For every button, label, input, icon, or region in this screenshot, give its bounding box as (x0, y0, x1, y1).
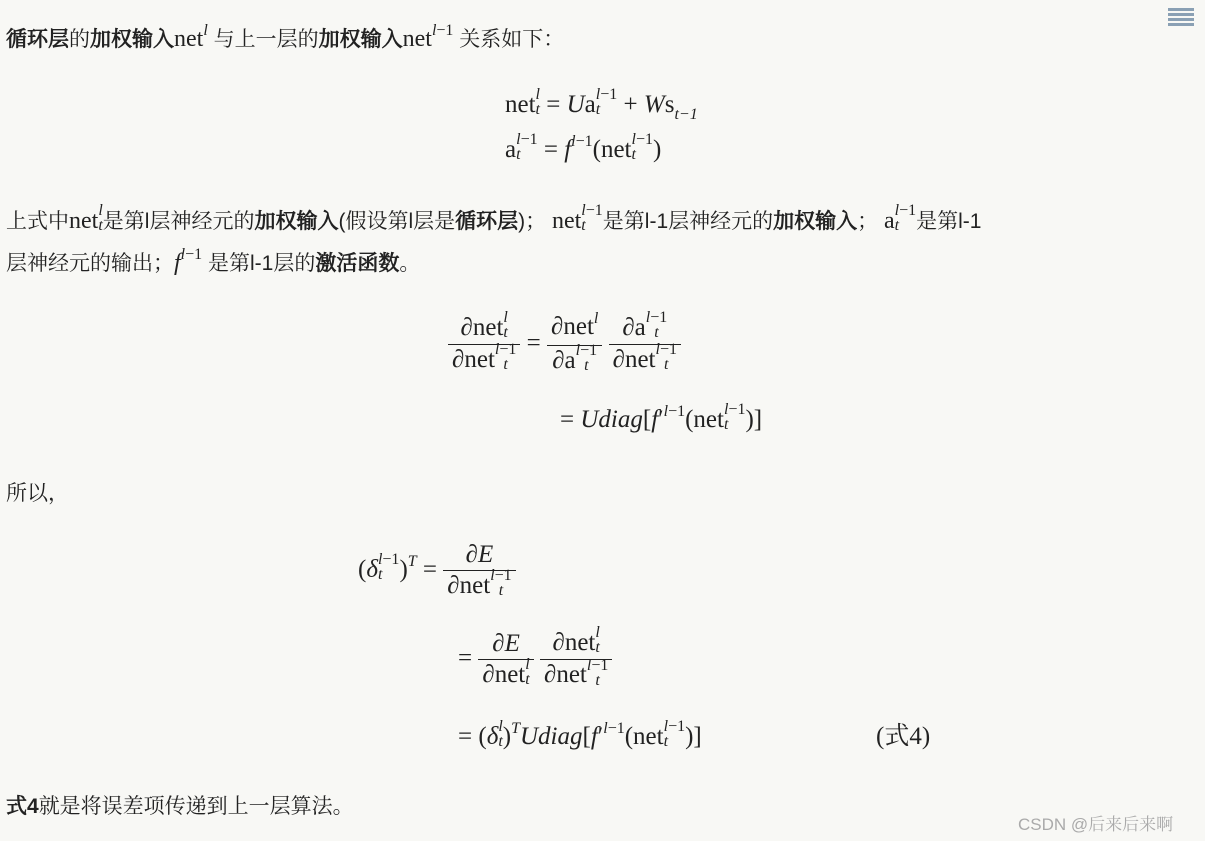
bold-term: 循环层 (6, 28, 69, 51)
equation-tag: (式4) (876, 723, 931, 750)
paragraph-explain: 上式中net l t 是第l层神经元的加权输入(假设第l层是循环层)； net l−1 t 是第l-1层神经元的加权输入； a l−1 t 是第l-1 (6, 202, 982, 235)
equation-delta-3: = (δ l t )$^TUdiag[f'^{l-1}(net$ l−1 t )] (458, 718, 702, 751)
equation-delta-1: (δ l−1 t )$^T$ = ∂E ∂net l−1 t (358, 540, 516, 602)
paragraph-therefore: 所以， (6, 482, 69, 505)
paragraph-explain-line2: 层神经元的输出；$f^{l-1}$ 是第l-1层的激活函数。 (6, 246, 421, 276)
equation-delta-2: = ∂E ∂net l t ∂net l t ∂net l−1 t (458, 628, 612, 692)
equation-partial-2: = $Udiag[f'^{l-1}(net$ l−1 t )] (560, 401, 763, 434)
paragraph-conclusion: 式4就是将误差项传递到上一层算法。 (6, 795, 354, 818)
list-icon[interactable] (1168, 8, 1194, 28)
equation-net: net l t = Ua l−1 t + $Ws_{t-1}$ (505, 86, 698, 123)
equation-partial-1: ∂net l t ∂net l−1 t = ∂net$^l$ ∂a l−1 t ∂a l−1 t ∂net l−1 t (448, 312, 681, 377)
paragraph-intro: 循环层的加权输入net$^l$ 与上一层的加权输入net$^{l-1}$ 关系如下： (6, 22, 565, 52)
equation-activation: a l−1 t = $f^{l-1}(net$ l−1 t ) (505, 131, 662, 164)
watermark: CSDN @后来后来啊 (1018, 815, 1174, 834)
